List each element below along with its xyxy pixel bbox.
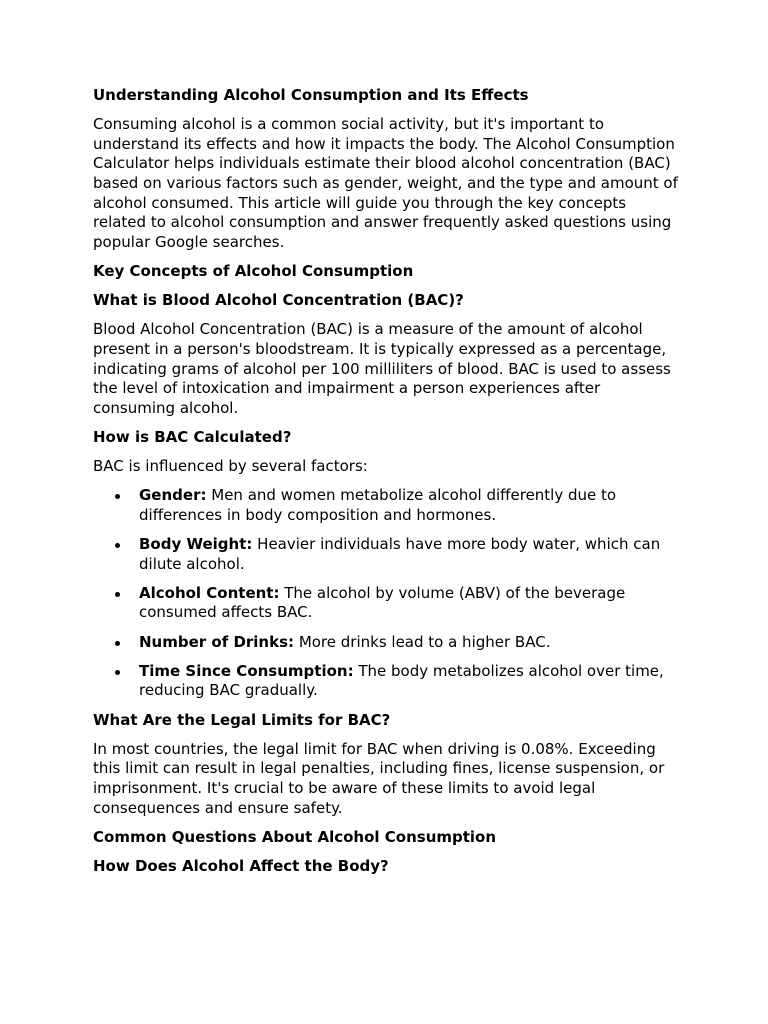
body-effect-heading: How Does Alcohol Affect the Body? xyxy=(93,856,389,875)
list-item xyxy=(93,633,683,653)
key-concepts-heading: Key Concepts of Alcohol Consumption xyxy=(93,261,414,280)
document-title: Understanding Alcohol Consumption and Its Effects xyxy=(93,86,529,104)
list-item xyxy=(93,535,683,574)
factor-term: Number of Drinks: xyxy=(139,632,295,651)
factors-list xyxy=(93,486,683,701)
bac-paragraph: Blood Alcohol Concentration (BAC) is a measure of the amount of alcohol present in a person's bloodstream. It is typically expressed as a percentage, indicating grams of alcohol per 100 milliliters of blood. BAC is used to assess the level of intoxication and impairment a person experiences after consuming alcohol. xyxy=(93,320,671,417)
factor-text: The body metabolizes alcohol over time, reducing BAC gradually. xyxy=(139,661,664,700)
factor-term: Alcohol Content: xyxy=(139,583,280,602)
factor-text: More drinks lead to a higher BAC. xyxy=(298,632,551,651)
list-item xyxy=(93,486,683,525)
bac-heading: What is Blood Alcohol Concentration (BAC)? xyxy=(93,291,464,310)
intro-paragraph: Consuming alcohol is a common social activity, but it's important to understand its effects and how it impacts the body. The Alcohol Consumption Calculator helps individuals estimate their blood alcohol concentration (BAC) based on various factors such as gender, weight, and the type and amount of alcohol consumed. This article will guide you through the key concepts related to alcohol consumption and answer frequently asked questions using popular Google searches. xyxy=(93,115,678,251)
bac-calculation-heading: How is BAC Calculated? xyxy=(93,427,292,446)
factor-term: Time Since Consumption: xyxy=(139,661,354,680)
common-questions-heading: Common Questions About Alcohol Consumption xyxy=(93,827,497,846)
factor-term: Body Weight: xyxy=(139,535,253,554)
bullet-icon xyxy=(115,670,120,675)
bullet-icon xyxy=(115,641,120,646)
factor-text: Heavier individuals have more body water, which can dilute alcohol. xyxy=(139,535,661,573)
legal-limits-paragraph: In most countries, the legal limit for BAC when driving is 0.08%. Exceeding this limit can result in legal penalties, including fines, license suspension, or imprisonment. It's crucial to be aware of these limits to avoid legal consequences and ensure safety. xyxy=(93,739,665,817)
bac-calculation-intro: BAC is influenced by several factors: xyxy=(93,457,368,476)
factor-text: Men and women metabolize alcohol differently due to differences in body composition and hormones. xyxy=(139,486,617,524)
bullet-icon xyxy=(115,592,120,597)
document-page xyxy=(93,86,683,886)
list-item xyxy=(93,584,683,623)
factor-term: Gender: xyxy=(139,486,207,505)
legal-limits-heading: What Are the Legal Limits for BAC? xyxy=(93,710,391,729)
factor-text: The alcohol by volume (ABV) of the beverage consumed affects BAC. xyxy=(139,583,626,622)
bullet-icon xyxy=(115,494,120,499)
list-item xyxy=(93,662,683,701)
bullet-icon xyxy=(115,543,120,548)
